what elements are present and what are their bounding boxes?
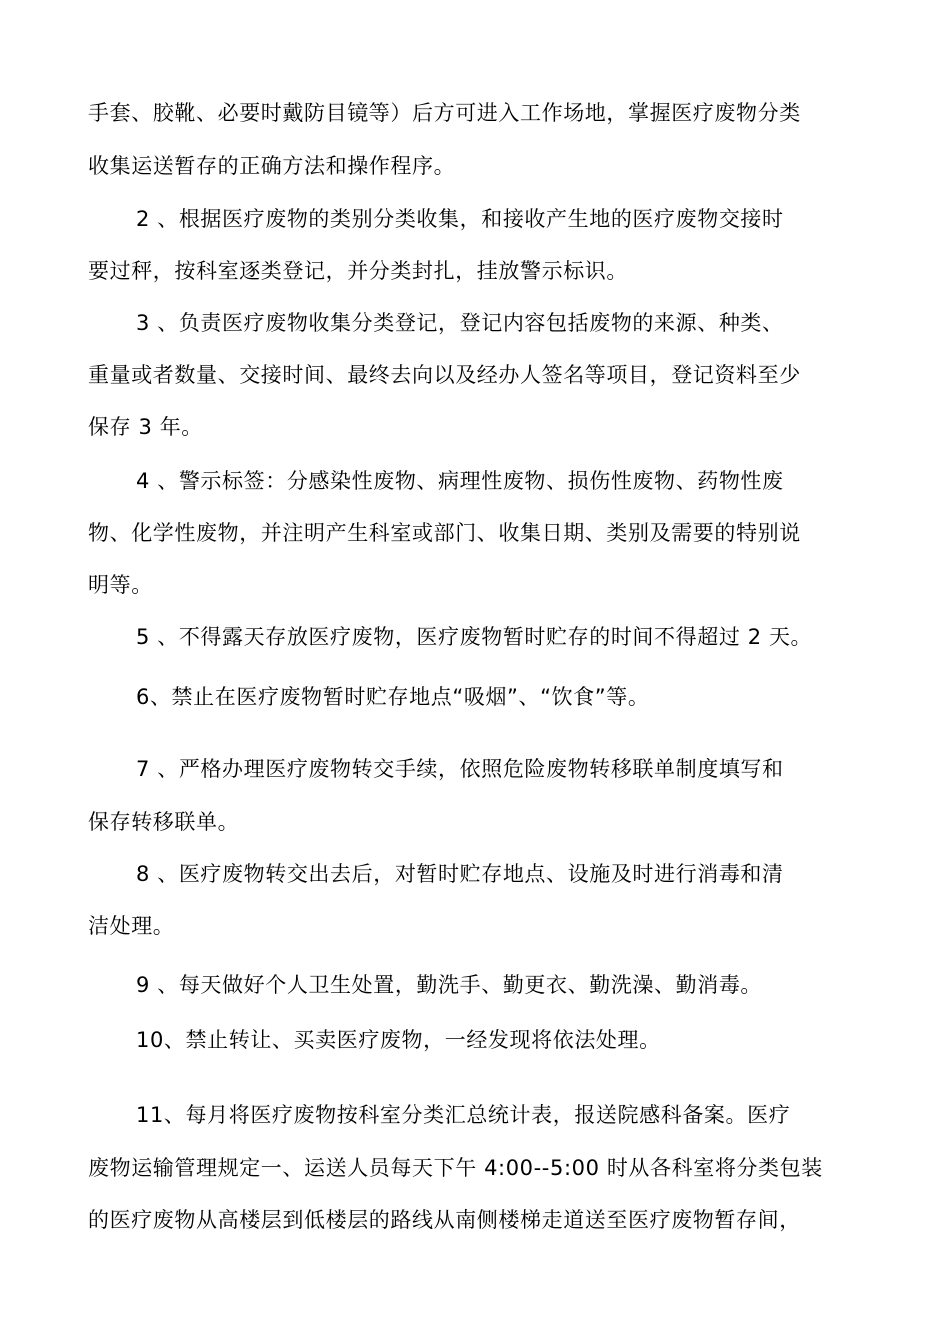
paragraph-8-line-1: 8 、医疗废物转交出去后，对暂时贮存地点、设施及时进行消毒和清 [136,862,784,886]
paragraph-3-line-3: 保存 3 年。 [88,415,203,439]
paragraph-3-line-2: 重量或者数量、交接时间、最终去向以及经办人签名等项目，登记资料至少 [88,363,801,387]
paragraph-10-line-1: 10、禁止转让、买卖医疗废物，一经发现将依法处理。 [136,1028,661,1052]
paragraph-4-line-3: 明等。 [88,573,153,597]
paragraph-9-line-1: 9 、每天做好个人卫生处置，勤洗手、勤更衣、勤洗澡、勤消毒。 [136,973,763,997]
paragraph-7-line-1: 7 、严格办理医疗废物转交手续，依照危险废物转移联单制度填写和 [136,757,784,781]
paragraph-4-line-1: 4 、警示标签：分感染性废物、病理性废物、损伤性废物、药物性废 [136,469,784,493]
paragraph-7-line-2: 保存转移联单。 [88,810,240,834]
paragraph-4-line-2: 物、化学性废物，并注明产生科室或部门、收集日期、类别及需要的特别说 [88,521,801,545]
paragraph-2-line-2: 要过秤，按科室逐类登记，并分类封扎，挂放警示标识。 [88,259,628,283]
paragraph-2-line-1: 2 、根据医疗废物的类别分类收集，和接收产生地的医疗废物交接时 [136,207,784,231]
paragraph-3-line-1: 3 、负责医疗废物收集分类登记，登记内容包括废物的来源、种类、 [136,311,784,335]
paragraph-1-line-2: 收集运送暂存的正确方法和操作程序。 [88,154,456,178]
paragraph-8-line-2: 洁处理。 [88,914,175,938]
paragraph-11-line-2: 废物运输管理规定一、运送人员每天下午 4:00--5:00 时从各科室将分类包装 [88,1156,823,1180]
paragraph-11-line-3: 的医疗废物从高楼层到低楼层的路线从南侧楼梯走道送至医疗废物暂存间， [88,1208,801,1232]
paragraph-6-line-1: 6、禁止在医疗废物暂时贮存地点“吸烟”、“饮食”等。 [136,685,650,709]
paragraph-5-line-1: 5 、不得露天存放医疗废物，医疗废物暂时贮存的时间不得超过 2 天。 [136,625,813,649]
paragraph-1-line-1: 手套、胶靴、必要时戴防目镜等）后方可进入工作场地，掌握医疗废物分类 [88,101,801,125]
paragraph-11-line-1: 11、每月将医疗废物按科室分类汇总统计表，报送院感科备案。医疗 [136,1103,791,1127]
